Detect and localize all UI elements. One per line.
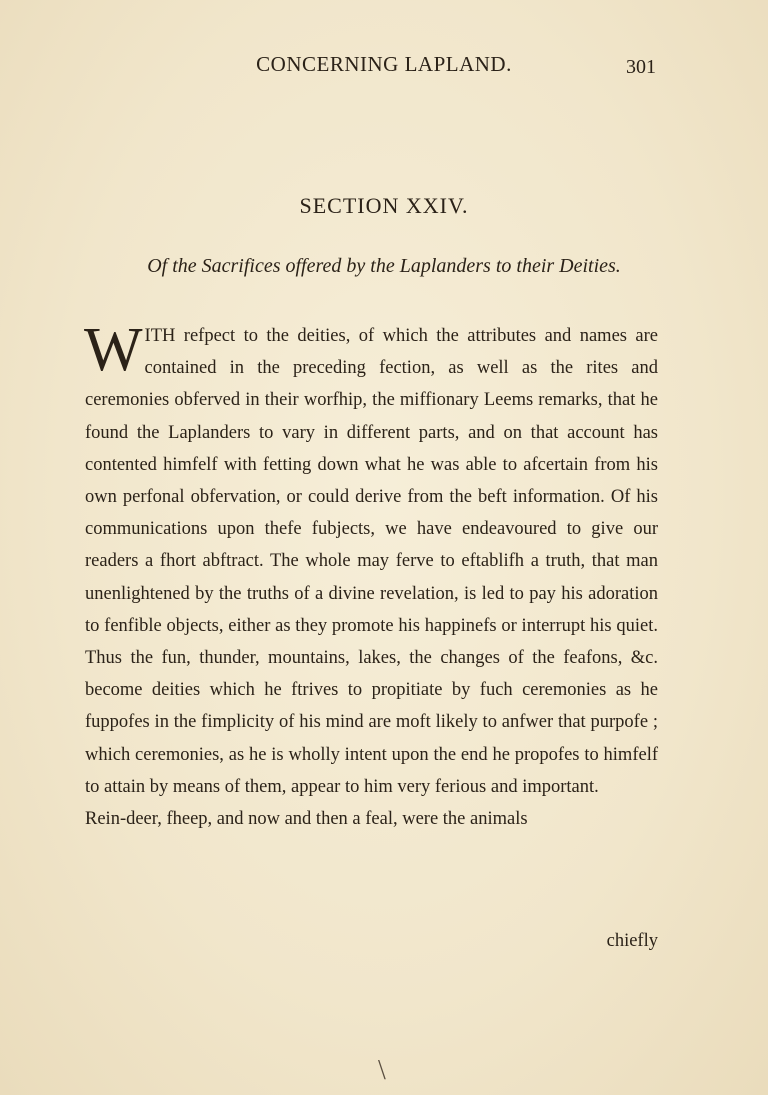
- section-title: SECTION XXIV.: [299, 193, 469, 218]
- drop-cap: W: [84, 316, 143, 384]
- catchword: chiefly: [606, 931, 658, 951]
- signature-mark: \: [378, 1055, 386, 1086]
- running-title: CONCERNING LAPLAND.: [256, 52, 512, 76]
- paragraph-1-text: ITH refpect to the deities, of which the attributes and names are contained in the preceding fection, as well as the rites and ceremonies obferved in their worfhip, the miffionary Leems remarks, that he found the Laplanders to vary in different parts, and on that account has contented himfelf with fetting down what he was able to afcertain from his own perfonal obfervation, or could derive from the beft information. Of his communications upon thefe fubjects, we have endeavoured to give our readers a fhort abftract. The whole may ferve to eftablifh a truth, that man unenlightened by the truths of a divine revelation, is led to pay his adoration to fenfible objects, either as they promote his happinefs or interrupt his quiet. Thus the fun, thunder, mountains, lakes, the changes of the feafons, &c. become deities which he ftrives to propitiate by fuch ceremonies as he fuppofes in the fimplicity of his mind are moft likely to anfwer that purpofe ; which ceremonies, as he is wholly intent upon the end he propofes to himfelf to attain by means of them, appear to him very ferious and important.: [85, 326, 658, 797]
- section-subtitle: Of the Sacrifices offered by the Laplanders to their Deities.: [147, 255, 621, 277]
- body-text: [84, 316, 658, 835]
- paragraph-1: [84, 316, 658, 803]
- paragraph-2: Rein-deer, fheep, and now and then a feal, were the animals: [85, 809, 528, 830]
- page-number: 301: [626, 56, 656, 78]
